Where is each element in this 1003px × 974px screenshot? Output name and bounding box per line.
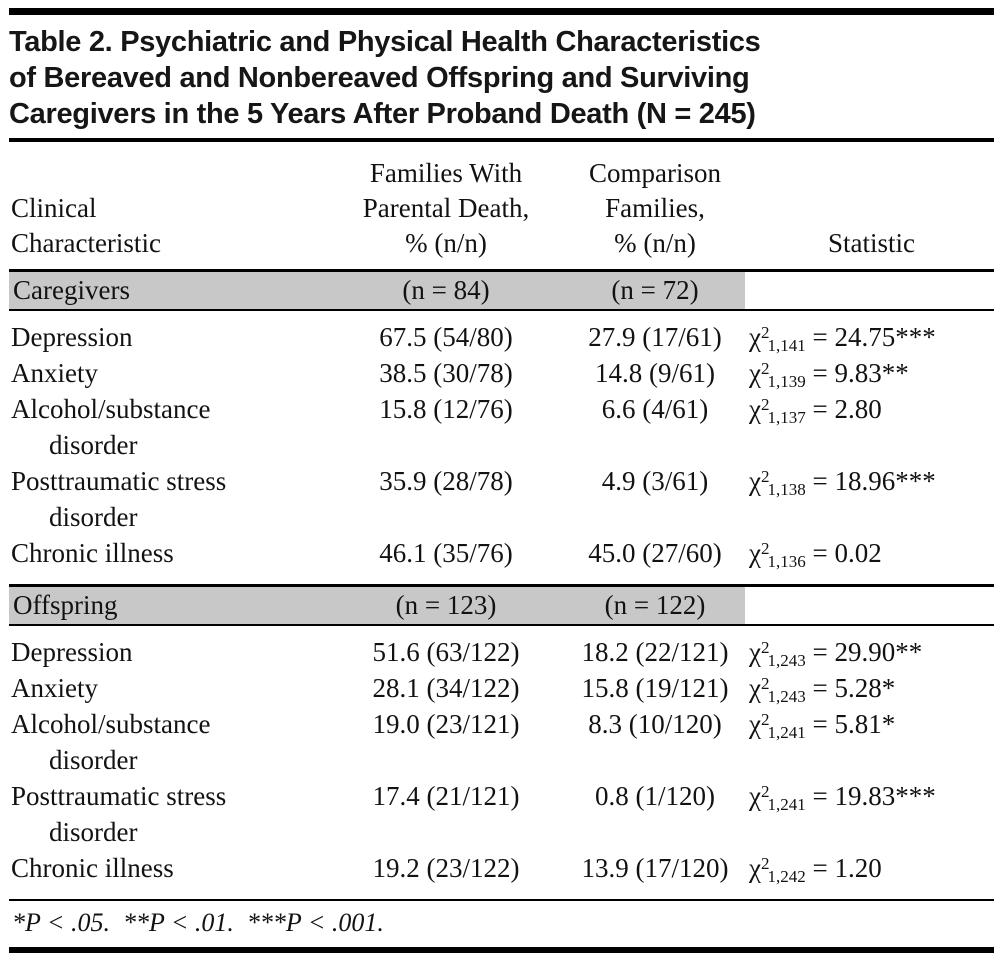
column-header-row (9, 156, 994, 269)
header-line: Families, (605, 193, 705, 223)
statistic-value: $\chi^2_{1,141} = 24.75***$ (749, 322, 936, 356)
table-row (9, 706, 994, 778)
parental-value: 51.6 (63/122) (372, 637, 520, 667)
table-row (9, 535, 994, 571)
parental-value: 67.5 (54/80) (379, 322, 513, 352)
comparison-value: 13.9 (17/120) (581, 853, 729, 883)
top-rule (9, 8, 994, 15)
parental-value: 19.0 (23/121) (372, 709, 520, 739)
header-line: Parental Death, (362, 193, 530, 223)
section-n-parental: (n = 84) (327, 272, 565, 309)
statistic-value: $\chi^2_{1,139} = 9.83**$ (749, 358, 909, 392)
statistic-value: $\chi^2_{1,242} = 1.20$ (749, 853, 882, 887)
row-label: Alcohol/substance disorder (11, 394, 211, 460)
column-header-statistic (745, 226, 994, 261)
comparison-value: 15.8 (19/121) (581, 673, 729, 703)
section-rows (9, 311, 994, 584)
row-label: Alcohol/substance disorder (11, 709, 211, 775)
row-label: Posttraumatic stress disorder (11, 466, 227, 532)
column-header-parental-death-families (327, 156, 565, 261)
parental-value: 19.2 (23/122) (372, 853, 520, 883)
section-name: Offspring (9, 587, 327, 624)
row-label: Anxiety (11, 673, 98, 703)
section-spacer (745, 587, 994, 624)
header-line: % (n/n) (614, 228, 696, 258)
row-label: Depression (11, 637, 133, 667)
statistic-value: $\chi^2_{1,243} = 29.90**$ (749, 637, 923, 671)
comparison-value: 8.3 (10/120) (588, 709, 722, 739)
header-line: % (n/n) (405, 228, 487, 258)
section-row-caregivers (9, 269, 994, 311)
title-line-2: of Bereaved and Nonbereaved Offspring and Surviving (9, 62, 750, 94)
table-row (9, 355, 994, 391)
row-label: Posttraumatic stress disorder (11, 781, 227, 847)
header-line: Characteristic (11, 228, 161, 258)
table-row (9, 850, 994, 886)
row-label: Chronic illness (11, 853, 174, 883)
statistic-value: $\chi^2_{1,243} = 5.28*$ (749, 673, 896, 707)
parental-value: 15.8 (12/76) (379, 394, 513, 424)
column-header-comparison-families (565, 156, 745, 261)
footnote: *P < .05. **P < .01. ***P < .001. (9, 899, 994, 947)
title-line-1: Table 2. Psychiatric and Physical Health Characteristics (9, 26, 761, 58)
title-rule (9, 138, 994, 142)
table-row (9, 391, 994, 463)
parental-value: 35.9 (28/78) (379, 466, 513, 496)
comparison-value: 18.2 (22/121) (581, 637, 729, 667)
title-line-3: Caregivers in the 5 Years After Proband Death (N = 245) (9, 98, 756, 130)
bottom-rule (9, 947, 994, 953)
comparison-value: 45.0 (27/60) (588, 538, 722, 568)
comparison-value: 6.6 (4/61) (601, 394, 709, 424)
comparison-value: 4.9 (3/61) (601, 466, 709, 496)
column-header-clinical-characteristic (9, 191, 327, 261)
table-row (9, 778, 994, 850)
statistic-value: $\chi^2_{1,138} = 18.96***$ (749, 466, 936, 500)
statistic-value: $\chi^2_{1,241} = 5.81*$ (749, 709, 896, 743)
section-rows (9, 626, 994, 899)
parental-value: 46.1 (35/76) (379, 538, 513, 568)
header-line: Families With (369, 158, 523, 188)
section-n-comparison: (n = 122) (565, 587, 745, 624)
section-n-parental: (n = 123) (327, 587, 565, 624)
statistic-value: $\chi^2_{1,241} = 19.83***$ (749, 781, 936, 815)
statistic-value: $\chi^2_{1,136} = 0.02$ (749, 538, 882, 572)
section-spacer (745, 272, 994, 309)
parental-value: 28.1 (34/122) (372, 673, 520, 703)
table-row (9, 634, 994, 670)
table-body (9, 269, 994, 899)
parental-value: 17.4 (21/121) (372, 781, 520, 811)
section-n-comparison: (n = 72) (565, 272, 745, 309)
header-line: Comparison (589, 158, 721, 188)
statistic-value: $\chi^2_{1,137} = 2.80$ (749, 394, 882, 428)
comparison-value: 27.9 (17/61) (588, 322, 722, 352)
table-title (9, 24, 994, 132)
header-line: Clinical (11, 193, 97, 223)
comparison-value: 0.8 (1/120) (595, 781, 715, 811)
row-label: Anxiety (11, 358, 98, 388)
row-label: Depression (11, 322, 133, 352)
table-row (9, 319, 994, 355)
section-name: Caregivers (9, 272, 327, 309)
header-line: Statistic (828, 228, 915, 258)
table-row (9, 463, 994, 535)
table-row (9, 670, 994, 706)
section-row-offspring (9, 584, 994, 626)
parental-value: 38.5 (30/78) (379, 358, 513, 388)
comparison-value: 14.8 (9/61) (595, 358, 715, 388)
row-label: Chronic illness (11, 538, 174, 568)
